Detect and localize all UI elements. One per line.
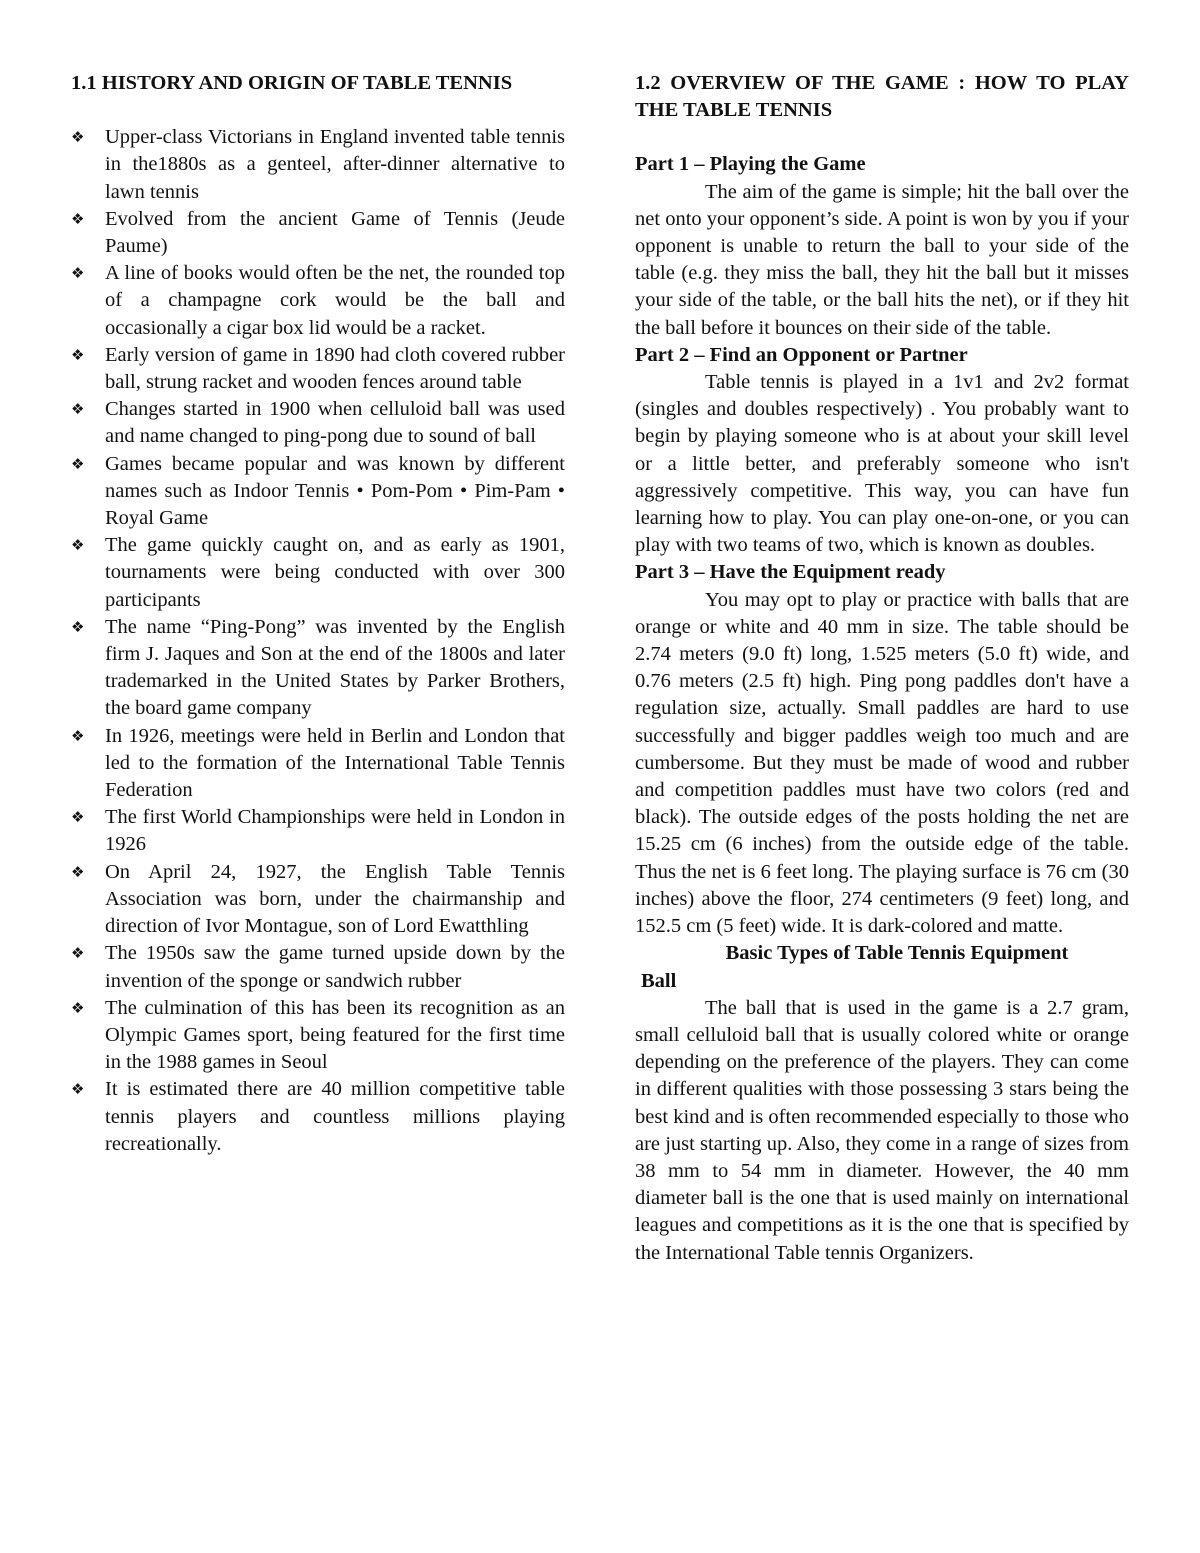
part1-paragraph: The aim of the game is simple; hit the ball over the net onto your opponent’s side. A point is won by you if your opponent is unable to return the ball to your side of the table (e.g. they miss the ball, they hit the ball but it misses your side of the table, or the ball hits the net), or if they hit the ball before it bounces on their side of the table. [635,180,1129,339]
bullet-text: The game quickly caught on, and as early as 1901, tournaments were being conducted with over 300 participants [105,534,565,611]
list-item [71,451,565,533]
list-item [71,614,565,723]
bullet-text: Early version of game in 1890 had cloth covered rubber ball, strung racket and wooden fences around table [105,343,565,394]
part3-paragraph: You may opt to play or practice with balls that are orange or white and 40 mm in size. The table should be 2.74 meters (9.0 ft) long, 1.525 meters (5.0 ft) wide, and 0.76 meters (2.5 ft) high. Ping pong paddles don't have a regulation size, actually. Small paddles are hard to use successfully and bigger paddles weigh too much and are cumbersome. But they must be made of wood and rubber and competition paddles must have two colors (red and black). The outside edges of the posts holding the net are 15.25 cm (6 inches) from the outside edge of the table. Thus the net is 6 feet long. The playing surface is 76 cm (30 inches) above the floor, 274 centimeters (9 feet) long, and 152.5 cm (5 feet) wide. It is dark-colored and matte. [635,588,1129,938]
diamond-bullet-icon: ❖ [71,1080,85,1099]
diamond-bullet-icon: ❖ [71,944,85,963]
bullet-text: Changes started in 1900 when celluloid ball was used and name changed to ping-pong due to sound of ball [105,398,565,448]
diamond-bullet-icon: ❖ [71,264,85,283]
overview-heading: 1.2 OVERVIEW OF THE GAME : HOW TO PLAY THE TABLE TENNIS [635,72,1129,122]
list-item [71,206,565,260]
bullet-text: Evolved from the ancient Game of Tennis (Jeude Paume) [105,207,565,258]
bullet-text: In 1926, meetings were held in Berlin and London that led to the formation of the International Table Tennis Federation [105,724,565,802]
equipment-title: Basic Types of Table Tennis Equipment [725,942,1069,965]
bullet-text: Upper-class Victorians in England invented table tennis in the1880s as a genteel, after-dinner alternative to lawn tennis [105,126,565,203]
diamond-bullet-icon: ❖ [71,862,85,881]
diamond-bullet-icon: ❖ [71,128,85,147]
ball-paragraph: The ball that is used in the game is a 2.7 gram, small celluloid ball that is usually colored white or orange depending on the preference of the players. They can come in different qualities with those possessing 3 stars being the best kind and is often recommended especially to those who are just starting up. Also, they come in a range of sizes from 38 mm to 54 mm in diameter. However, the 40 mm diameter ball is the one that is used mainly on international leagues and competitions as it is the one that is specified by the International Table tennis Organizers. [635,996,1129,1264]
bullet-text: The 1950s saw the game turned upside down by the invention of the sponge or sandwich rubber [105,942,565,992]
diamond-bullet-icon: ❖ [71,726,85,745]
list-item [71,532,565,614]
list-item [71,859,565,941]
bullet-text: On April 24, 1927, the English Table Tennis Association was born, under the chairmanship and direction of Ivor Montague, son of Lord Ewatthling [105,860,565,938]
diamond-bullet-icon: ❖ [71,400,85,419]
diamond-bullet-icon: ❖ [71,454,85,473]
list-item [71,396,565,450]
list-item [71,995,565,1077]
list-item [71,342,565,396]
list-item [71,1076,565,1158]
part1-title: Part 1 – Playing the Game [635,153,866,176]
part2-title: Part 2 – Find an Opponent or Partner [635,343,968,366]
history-heading: 1.1 HISTORY AND ORIGIN OF TABLE TENNIS [71,72,513,94]
history-bullet-list [71,124,565,1158]
list-item [71,804,565,858]
bullet-text: A line of books would often be the net, the rounded top of a champagne cork would be the ball and occasionally a cigar box lid would be a racket. [105,262,565,339]
part3-title: Part 3 – Have the Equipment ready [635,561,946,584]
diamond-bullet-icon: ❖ [71,808,85,827]
ball-title: Ball [641,969,677,992]
part2-paragraph: Table tennis is played in a 1v1 and 2v2 format (singles and doubles respectively) . You probably want to begin by playing someone who is at about your skill level or a little better, and preferably someone who isn't aggressively competitive. This way, you can have fun learning how to play. You can play one-on-one, or you can play with two teams of two, which is known as doubles. [635,371,1129,557]
diamond-bullet-icon: ❖ [71,536,85,555]
diamond-bullet-icon: ❖ [71,617,85,636]
list-item [71,124,565,206]
bullet-text: Games became popular and was known by different names such as Indoor Tennis • Pom-Pom • Pim-Pam • Royal Game [105,452,565,530]
right-column [635,70,1129,1267]
list-item [71,723,565,805]
diamond-bullet-icon: ❖ [71,209,85,228]
bullet-text: The name “Ping-Pong” was invented by the English firm J. Jaques and Son at the end of the 1800s and later trademarked in the United States by Parker Brothers, the board game company [105,615,565,720]
list-item [71,260,565,342]
list-item [71,940,565,994]
bullet-text: It is estimated there are 40 million competitive table tennis players and countless millions playing recreationally. [105,1078,565,1155]
diamond-bullet-icon: ❖ [71,998,85,1017]
bullet-text: The culmination of this has been its recognition as an Olympic Games sport, being featured for the first time in the 1988 games in Seoul [105,996,565,1074]
left-column [71,70,565,1158]
bullet-text: The first World Championships were held in London in 1926 [105,806,565,856]
diamond-bullet-icon: ❖ [71,345,85,364]
